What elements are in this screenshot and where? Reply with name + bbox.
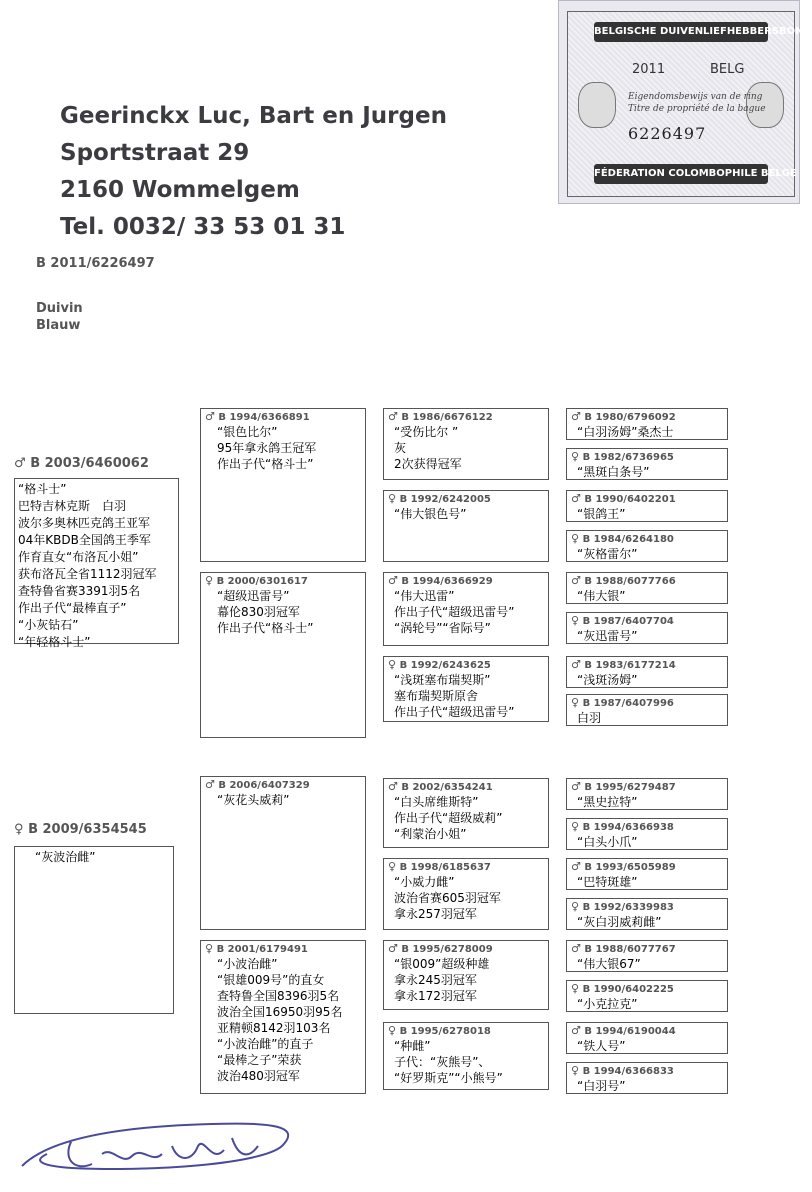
ancestor-notes	[571, 1078, 724, 1094]
sire-label	[14, 456, 149, 471]
note-line: 塞布瑞契斯原舍	[394, 689, 479, 703]
ring-ownership-card	[558, 0, 812, 204]
ring-number: B 1994/6366833	[582, 1066, 674, 1077]
ring-number: B 1995/6278018	[399, 1026, 491, 1037]
ring-number: B 1990/6402201	[584, 494, 676, 505]
ancestor-notes	[571, 914, 724, 930]
male-icon: ♂	[571, 658, 585, 671]
ancestor-notes	[571, 874, 724, 890]
ancestor-notes	[205, 588, 362, 636]
ancestor-box	[566, 612, 728, 644]
ring-number: B 1987/6407996	[582, 698, 674, 709]
ancestor-ring	[388, 780, 545, 794]
ancestor-notes	[571, 956, 724, 972]
ancestor-box	[566, 980, 728, 1012]
ancestor-notes	[571, 424, 724, 440]
note-line: “涡轮号”“省际号”	[394, 621, 491, 635]
ancestor-notes	[571, 546, 724, 562]
card-year: 2011	[632, 62, 666, 77]
note-line: 幕伦830羽冠军	[217, 605, 300, 619]
tree-connector	[550, 794, 566, 834]
ancestor-ring	[571, 900, 724, 914]
ancestor-box	[200, 572, 366, 738]
ancestor-box	[200, 940, 366, 1094]
note-line: “受伤比尔 ”	[394, 425, 459, 439]
note-line: “灰花头威莉”	[217, 793, 290, 807]
ancestor-box	[566, 408, 728, 440]
pigeon-ring: B 2011/6226497	[36, 256, 155, 271]
female-icon: ♀	[14, 822, 24, 837]
ancestor-ring	[571, 492, 724, 506]
ancestor-ring	[388, 492, 545, 506]
note-line: “伟大银色号”	[394, 507, 467, 521]
ancestor-box	[566, 656, 728, 688]
note-line: “种雌”	[394, 1039, 431, 1053]
ring-number: B 2002/6354241	[401, 782, 493, 793]
note-line: “小威力雌”	[394, 875, 455, 889]
ancestor-ring	[571, 614, 724, 628]
ancestor-notes	[571, 710, 724, 726]
ancestor-ring	[571, 942, 724, 956]
tree-connector	[550, 874, 566, 914]
sire-ring: B 2003/6460062	[30, 456, 149, 471]
owner-address	[60, 98, 447, 246]
ancestor-box	[566, 1022, 728, 1054]
note-line: “铁人号”	[577, 1039, 626, 1053]
card-ring-number: 6226497	[628, 124, 707, 143]
ring-number: B 1998/6185637	[399, 862, 491, 873]
ancestor-box	[200, 408, 366, 562]
female-icon: ♀	[205, 574, 217, 587]
dam-box	[14, 846, 174, 1014]
ancestor-notes	[571, 1038, 724, 1054]
female-icon: ♀	[205, 942, 217, 955]
note-line: “白羽汤姆”桑杰士	[577, 425, 674, 439]
ancestor-box	[566, 490, 728, 522]
ring-number: B 1988/6077767	[584, 944, 676, 955]
ancestor-ring	[571, 820, 724, 834]
ring-number: B 1994/6190044	[584, 1026, 676, 1037]
ring-number: B 1995/6278009	[401, 944, 493, 955]
ancestor-ring	[571, 780, 724, 794]
pigeon-sex: Duivin	[36, 301, 83, 316]
note-line: “巴特斑雄”	[577, 875, 638, 889]
note-line: 拿永172羽冠军	[394, 989, 477, 1003]
ring-number: B 2006/6407329	[218, 780, 310, 791]
note-line: 获布洛瓦全省1112羽冠军	[18, 567, 157, 581]
dam-ring: B 2009/6354545	[28, 822, 147, 837]
owner-phone: Tel. 0032/ 33 53 01 31	[60, 214, 346, 240]
ancestor-notes	[205, 424, 362, 472]
ancestor-box	[383, 490, 549, 562]
ring-number: B 2001/6179491	[216, 944, 308, 955]
ancestor-box	[566, 694, 728, 726]
tree-connector	[550, 1038, 566, 1078]
tree-connector	[550, 672, 566, 710]
note-line: “利蒙治小姐”	[394, 827, 467, 841]
note-line: “超级迅雷号”	[217, 589, 290, 603]
ancestor-box	[383, 858, 549, 930]
male-icon: ♂	[571, 574, 585, 587]
ancestor-notes	[388, 956, 545, 1004]
note-line: “小灰钻石”	[18, 618, 79, 632]
male-icon: ♂	[388, 780, 402, 793]
female-icon: ♀	[571, 532, 583, 545]
note-line: “银鸽王”	[577, 507, 626, 521]
card-text-fr: Titre de propriété de la bague	[628, 104, 766, 114]
note-line: 作出子代“最棒直子”	[18, 601, 127, 615]
ring-number: B 1983/6177214	[584, 660, 676, 671]
note-line: “白头席维斯特”	[394, 795, 479, 809]
ring-number: B 1994/6366938	[582, 822, 674, 833]
male-icon: ♂	[205, 778, 219, 791]
ancestor-box	[566, 898, 728, 930]
tree-connector	[550, 956, 566, 996]
tree-connector	[550, 506, 566, 548]
note-line: “白羽号”	[577, 1079, 626, 1093]
ancestor-ring	[571, 658, 724, 672]
ancestor-ring	[388, 658, 545, 672]
ring-number: B 1982/6736965	[582, 452, 674, 463]
male-icon: ♂	[14, 456, 26, 471]
ancestor-ring	[205, 778, 362, 792]
ancestor-ring	[571, 1064, 724, 1078]
ancestor-notes	[571, 794, 724, 810]
ring-number: B 1995/6279487	[584, 782, 676, 793]
owner-name: Geerinckx Luc, Bart en Jurgen	[60, 103, 447, 129]
note-line: 95年拿永鸽王冠军	[217, 441, 317, 455]
owner-street: Sportstraat 29	[60, 140, 250, 166]
note-line: 作出子代“超级迅雷号”	[394, 605, 515, 619]
ring-number: B 1980/6796092	[584, 412, 676, 423]
ancestor-notes	[388, 588, 545, 636]
female-icon: ♀	[388, 860, 400, 873]
note-line: “灰格雷尔”	[577, 547, 638, 561]
note-line: “黑史拉特”	[577, 795, 638, 809]
ancestor-notes	[388, 672, 545, 720]
note-line: 巴特吉林克斯 白羽	[18, 499, 127, 513]
male-icon: ♂	[388, 942, 402, 955]
tree-connector	[550, 588, 566, 630]
ancestor-box	[383, 572, 549, 646]
ancestor-ring	[571, 410, 724, 424]
note-line: 波治省赛605羽冠军	[394, 891, 501, 905]
note-line: 白羽	[577, 711, 602, 725]
ring-number: B 1994/6366891	[218, 412, 310, 423]
male-icon: ♂	[571, 492, 585, 505]
note-line: 2次获得冠军	[394, 457, 462, 471]
note-line: “好罗斯克”“小熊号”	[394, 1071, 503, 1085]
note-line: 04年KBDB全国鸽王季军	[18, 533, 151, 547]
ancestor-notes	[571, 628, 724, 644]
note-line: “银雄009号”的直女	[217, 973, 325, 987]
female-icon: ♀	[571, 696, 583, 709]
note-line: “伟大银”	[577, 589, 626, 603]
card-frame	[567, 11, 812, 197]
ancestor-box	[383, 656, 549, 722]
note-line: 子代：“灰熊号”、	[394, 1055, 491, 1069]
ancestor-box	[566, 778, 728, 810]
ancestor-notes	[571, 834, 724, 850]
signature-icon	[12, 1106, 312, 1186]
note-line: 灰	[394, 441, 407, 455]
ancestor-ring	[388, 574, 545, 588]
ring-number: B 1992/6242005	[399, 494, 491, 505]
note-line: 查特鲁省赛3391羽5名	[18, 584, 141, 598]
note-line: 作出子代“超级迅雷号”	[394, 705, 515, 719]
ring-number: B 1992/6339983	[582, 902, 674, 913]
note-line: “银色比尔”	[217, 425, 278, 439]
ancestor-box	[383, 940, 549, 1010]
male-icon: ♂	[571, 410, 585, 423]
ring-number: B 1994/6366929	[401, 576, 493, 587]
ancestor-box	[383, 408, 549, 480]
male-icon: ♂	[571, 1024, 585, 1037]
ancestor-ring	[571, 1024, 724, 1038]
ancestor-notes	[205, 956, 362, 1084]
left-rosette-icon	[578, 82, 616, 128]
note-line: 波尔多奥林匹克鸽王亚军	[18, 516, 151, 530]
note-line: 查特鲁全国8396羽5名	[217, 989, 340, 1003]
ring-number: B 1993/6505989	[584, 862, 676, 873]
pigeon-color: Blauw	[36, 318, 81, 333]
dam-label	[14, 822, 147, 837]
note-line: “格斗士”	[18, 482, 67, 496]
ancestor-box	[566, 572, 728, 604]
tree-connector	[550, 424, 566, 508]
owner-city: 2160 Wommelgem	[60, 177, 300, 203]
card-country: BELG	[710, 62, 745, 77]
note-line: “浅斑塞布瑞契斯”	[394, 673, 491, 687]
note-line: “小波治雌”的直子	[217, 1037, 314, 1051]
ancestor-box	[566, 940, 728, 972]
card-text-nl: Eigendomsbewijs van de ring	[628, 92, 763, 102]
ancestor-box	[383, 778, 549, 848]
ancestor-box	[566, 818, 728, 850]
ancestor-box	[566, 530, 728, 562]
ring-number: B 1987/6407704	[582, 616, 674, 627]
female-icon: ♀	[571, 900, 583, 913]
note-line: “伟大迅雷”	[394, 589, 455, 603]
note-line: 作育直女“布洛瓦小姐”	[18, 550, 139, 564]
female-icon: ♀	[388, 492, 400, 505]
note-line: 波治480羽冠军	[217, 1069, 300, 1083]
ancestor-ring	[571, 696, 724, 710]
ancestor-ring	[205, 574, 362, 588]
female-icon: ♀	[388, 658, 400, 671]
ancestor-ring	[388, 942, 545, 956]
ancestor-notes	[388, 874, 545, 922]
ancestor-notes	[571, 464, 724, 480]
note-line: 作出子代“格斗士”	[217, 621, 314, 635]
ancestor-box	[566, 858, 728, 890]
female-icon: ♀	[571, 820, 583, 833]
ring-number: B 2000/6301617	[216, 576, 308, 587]
ring-number: B 1986/6676122	[401, 412, 493, 423]
ancestor-notes	[388, 506, 545, 522]
ancestor-notes	[388, 1038, 545, 1086]
ancestor-box	[566, 1062, 728, 1094]
ancestor-box	[383, 1022, 549, 1090]
ancestor-notes	[571, 672, 724, 688]
note-line: 作出子代“格斗士”	[217, 457, 314, 471]
ancestor-ring	[571, 532, 724, 546]
note-line: “最棒之子”荣获	[217, 1053, 302, 1067]
note-line: 作出子代“超级威莉”	[394, 811, 503, 825]
ancestor-box	[200, 776, 366, 930]
ring-number: B 1988/6077766	[584, 576, 676, 587]
ancestor-notes	[571, 506, 724, 522]
ancestor-ring	[571, 574, 724, 588]
ancestor-notes	[571, 996, 724, 1012]
female-icon: ♀	[571, 982, 583, 995]
male-icon: ♂	[571, 780, 585, 793]
female-icon: ♀	[571, 1064, 583, 1077]
note-line: 亚精顿8142羽103名	[217, 1021, 331, 1035]
card-bottom-banner: FÉDERATION COLOMBOPHILE BELGE	[594, 164, 768, 184]
note-line: “小克拉克”	[577, 997, 638, 1011]
female-icon: ♀	[388, 1024, 400, 1037]
female-icon: ♀	[571, 450, 583, 463]
male-icon: ♂	[571, 860, 585, 873]
female-icon: ♀	[571, 614, 583, 627]
ancestor-ring	[571, 450, 724, 464]
male-icon: ♂	[388, 410, 402, 423]
ancestor-ring	[205, 942, 362, 956]
male-icon: ♂	[388, 574, 402, 587]
ring-number: B 1990/6402225	[582, 984, 674, 995]
note-line: “黑斑白条号”	[577, 465, 650, 479]
ancestor-notes	[571, 588, 724, 604]
ring-number: B 1992/6243625	[399, 660, 491, 671]
note-line: “银009”超级种雄	[394, 957, 490, 971]
ancestor-notes	[388, 424, 545, 472]
ancestor-ring	[205, 410, 362, 424]
ancestor-ring	[571, 860, 724, 874]
note-line: “浅斑汤姆”	[577, 673, 638, 687]
ancestor-ring	[571, 982, 724, 996]
male-icon: ♂	[571, 942, 585, 955]
male-icon: ♂	[205, 410, 219, 423]
note-line: “小波治雌”	[217, 957, 278, 971]
note-line: 拿永245羽冠军	[394, 973, 477, 987]
note-line: “白头小爪”	[577, 835, 638, 849]
note-line: “年轻格斗士”	[18, 635, 91, 649]
sire-box	[14, 478, 179, 649]
pigeon-identity	[36, 300, 83, 334]
ancestor-ring	[388, 1024, 545, 1038]
note-line: “灰波治雌”	[35, 850, 96, 864]
ancestor-notes	[388, 794, 545, 842]
note-line: 拿永257羽冠军	[394, 907, 477, 921]
ancestor-ring	[388, 860, 545, 874]
ancestor-notes	[205, 792, 362, 808]
ancestor-box	[566, 448, 728, 480]
note-line: “伟大银67”	[577, 957, 641, 971]
card-top-banner: BELGISCHE DUIVENLIEFHEBBERSBOND	[594, 22, 768, 42]
note-line: “灰迅雷号”	[577, 629, 638, 643]
ancestor-ring	[388, 410, 545, 424]
ring-number: B 1984/6264180	[582, 534, 674, 545]
note-line: 波治全国16950羽95名	[217, 1005, 343, 1019]
note-line: “灰白羽威莉雌”	[577, 915, 662, 929]
